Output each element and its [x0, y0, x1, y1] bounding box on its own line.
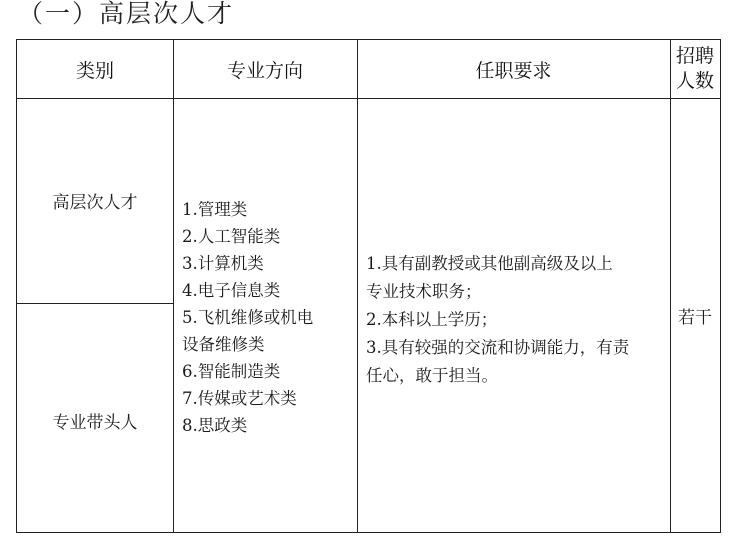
- list-item: 5.飞机维修或机电: [182, 308, 314, 327]
- major-list: [182, 196, 352, 439]
- header-divider: [17, 98, 720, 99]
- category-high-level-talent: 高层次人才: [52, 192, 138, 213]
- header-headcount-line1: 招聘: [675, 45, 714, 67]
- header-major: 专业方向: [226, 59, 303, 82]
- column-divider: [173, 40, 174, 532]
- column-divider: [357, 40, 358, 532]
- header-requirements: 任职要求: [475, 59, 552, 82]
- list-item: 专业技术职务；: [366, 282, 482, 301]
- list-item: 1.管理类: [182, 200, 248, 219]
- recruitment-table: [16, 39, 721, 533]
- section-title: （一）高层次人才: [18, 0, 235, 28]
- category-divider: [17, 303, 173, 304]
- list-item: 4.电子信息类: [182, 281, 281, 300]
- list-item: 7.传媒或艺术类: [182, 389, 297, 408]
- requirement-list: [366, 250, 666, 390]
- header-headcount: [670, 40, 720, 98]
- list-item: 2.人工智能类: [182, 227, 281, 246]
- list-item: 2.本科以上学历；: [366, 310, 498, 329]
- list-item: 1.具有副教授或其他副高级及以上: [366, 254, 613, 273]
- list-item: 3.具有较强的交流和协调能力，有责: [366, 338, 630, 357]
- header-headcount-line2: 人数: [675, 70, 714, 92]
- list-item: 6.智能制造类: [182, 362, 281, 381]
- list-item: 任心，敢于担当。: [366, 366, 498, 385]
- category-discipline-leader: 专业带头人: [52, 412, 138, 433]
- header-category: 类别: [75, 59, 114, 82]
- headcount-value: 若干: [678, 307, 712, 328]
- list-item: 设备维修类: [182, 335, 265, 354]
- list-item: 3.计算机类: [182, 254, 264, 273]
- list-item: 8.思政类: [182, 416, 248, 435]
